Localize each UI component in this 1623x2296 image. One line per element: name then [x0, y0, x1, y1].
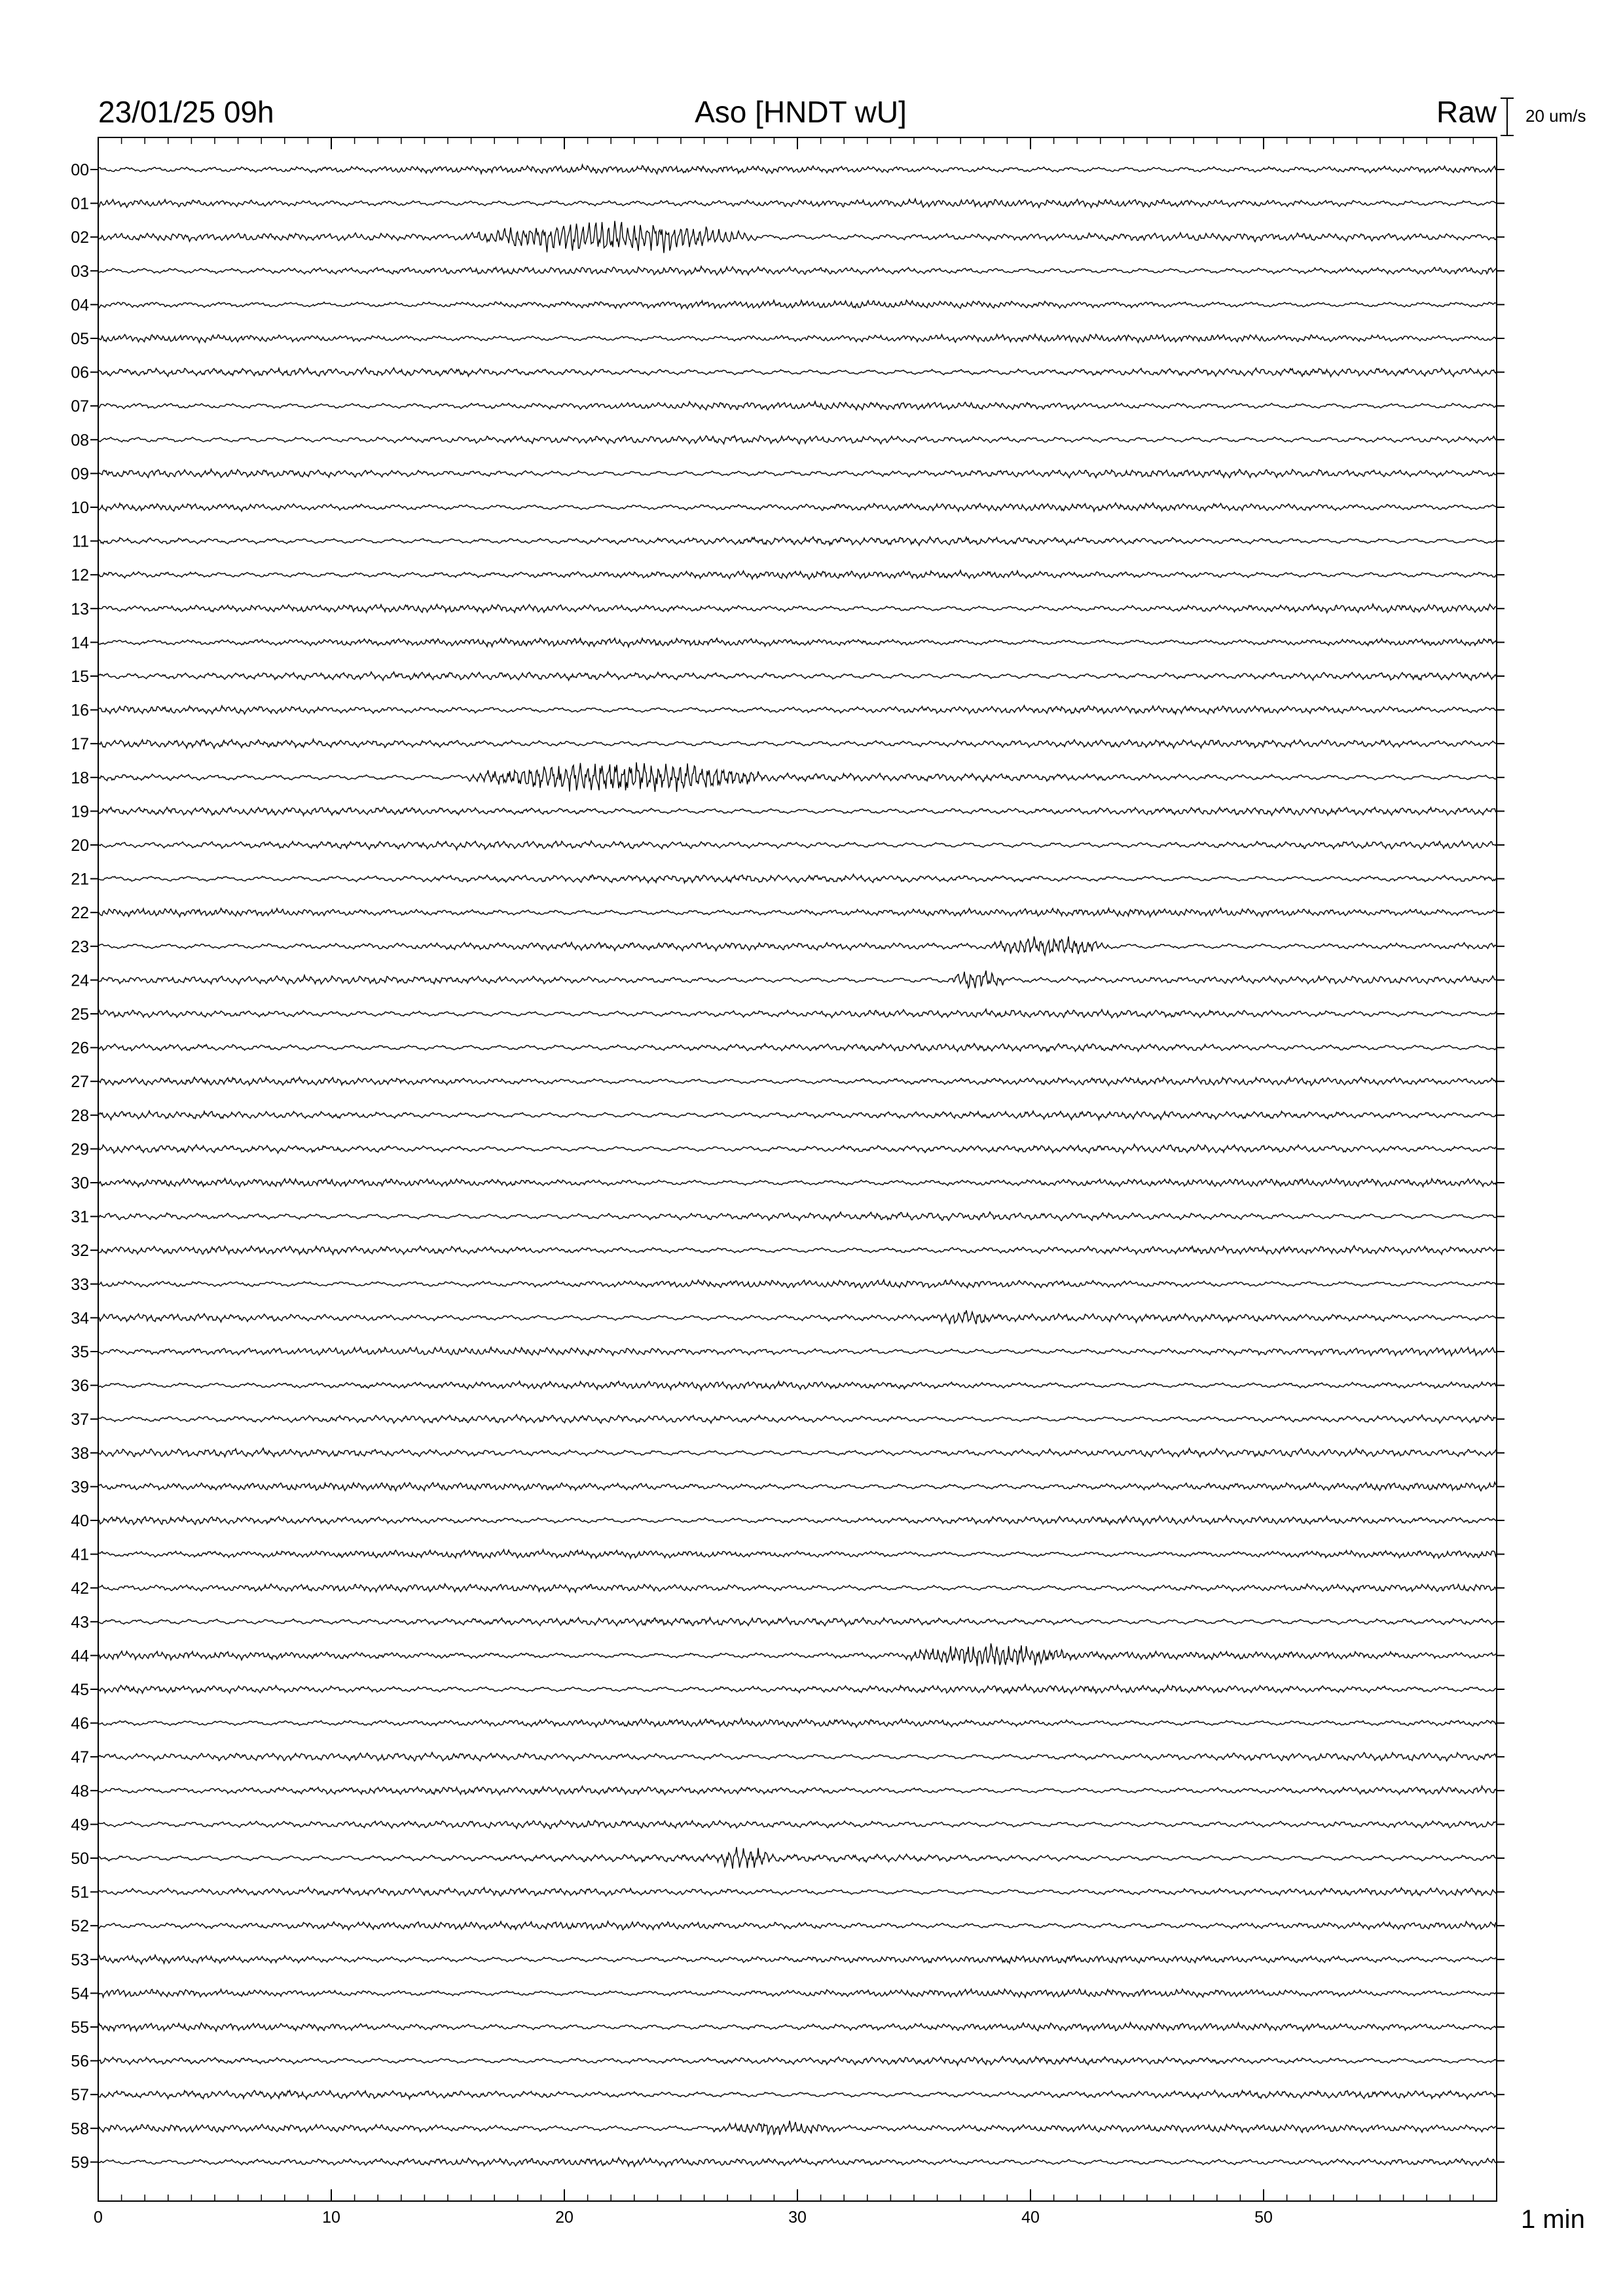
row-label: 56 — [71, 2052, 89, 2071]
row-label: 07 — [71, 397, 89, 416]
trace-line — [98, 2158, 1497, 2167]
trace-line — [98, 1347, 1497, 1355]
row-label: 18 — [71, 768, 89, 787]
trace-line — [98, 1144, 1497, 1153]
trace-line — [98, 2022, 1497, 2031]
x-tick-label: 10 — [322, 2208, 340, 2227]
row-label: 11 — [72, 532, 89, 551]
row-label: 03 — [71, 262, 89, 281]
trace-line — [98, 1009, 1497, 1018]
row-label: 30 — [71, 1174, 89, 1193]
trace-line — [98, 937, 1497, 956]
trace-line — [98, 672, 1497, 681]
row-label: 09 — [71, 465, 89, 484]
trace-line — [98, 1414, 1497, 1423]
scale-label: 20 um/s — [1525, 106, 1586, 126]
trace-line — [98, 1643, 1497, 1666]
row-label: 13 — [71, 600, 89, 619]
trace-line — [98, 221, 1497, 253]
station-title: Aso [HNDT wU] — [695, 95, 907, 129]
row-label: 36 — [71, 1376, 89, 1395]
trace-line — [98, 266, 1497, 275]
row-label: 06 — [71, 363, 89, 382]
trace-line — [98, 1617, 1497, 1626]
trace-line — [98, 1212, 1497, 1221]
trace-line — [98, 469, 1497, 478]
row-label: 51 — [71, 1883, 89, 1902]
trace-line — [98, 503, 1497, 511]
row-label: 52 — [71, 1917, 89, 1936]
row-label: 29 — [71, 1140, 89, 1159]
trace-line — [98, 807, 1497, 816]
trace-line — [98, 874, 1497, 883]
row-label: 53 — [71, 1950, 89, 1969]
trace-line — [98, 908, 1497, 916]
row-label: 35 — [71, 1343, 89, 1361]
trace-line — [98, 638, 1497, 647]
row-label: 59 — [71, 2153, 89, 2172]
row-label: 58 — [71, 2119, 89, 2138]
trace-line — [98, 1921, 1497, 1929]
row-label: 00 — [71, 161, 89, 179]
row-label: 20 — [71, 836, 89, 855]
trace-line — [98, 1246, 1497, 1255]
mode-label: Raw — [1436, 95, 1497, 129]
x-tick-label: 40 — [1021, 2208, 1040, 2227]
trace-line — [98, 1280, 1497, 1288]
trace-line — [98, 1584, 1497, 1592]
row-label: 47 — [71, 1748, 89, 1767]
trace-line — [98, 1043, 1497, 1052]
row-label: 17 — [71, 735, 89, 754]
trace-line — [98, 334, 1497, 343]
row-label: 31 — [71, 1208, 89, 1227]
trace-line — [98, 1111, 1497, 1120]
trace-line — [98, 537, 1497, 545]
trace-line — [98, 604, 1497, 613]
row-label: 39 — [71, 1478, 89, 1497]
row-label: 42 — [71, 1579, 89, 1598]
trace-line — [98, 1847, 1497, 1869]
row-label: 43 — [71, 1613, 89, 1632]
trace-line — [98, 436, 1497, 444]
trace-line — [98, 2090, 1497, 2099]
trace-line — [98, 1448, 1497, 1458]
row-label: 37 — [71, 1410, 89, 1429]
trace-line — [98, 1685, 1497, 1694]
trace-line — [98, 1820, 1497, 1829]
row-label: 45 — [71, 1681, 89, 1699]
row-label: 24 — [71, 971, 89, 990]
row-label: 34 — [71, 1309, 89, 1328]
row-label: 02 — [71, 228, 89, 247]
trace-line — [98, 1310, 1497, 1324]
trace-line — [98, 571, 1497, 579]
x-axis — [94, 137, 1497, 2227]
trace-line — [98, 971, 1497, 988]
amplitude-scale-bar — [1501, 98, 1514, 135]
row-label: 28 — [71, 1106, 89, 1125]
trace-line — [98, 1179, 1497, 1187]
row-label: 01 — [71, 194, 89, 213]
row-label: 41 — [71, 1545, 89, 1564]
trace-line — [98, 1955, 1497, 1964]
row-label: 21 — [71, 870, 89, 889]
trace-line — [98, 841, 1497, 850]
trace-line — [98, 300, 1497, 309]
trace-line — [98, 1482, 1497, 1491]
row-label: 44 — [71, 1647, 89, 1666]
row-label: 26 — [71, 1039, 89, 1058]
trace-line — [98, 739, 1497, 748]
trace-line — [98, 1550, 1497, 1559]
row-label: 22 — [71, 904, 89, 923]
trace-line — [98, 1989, 1497, 1998]
row-label: 19 — [71, 802, 89, 821]
trace-line — [98, 2121, 1497, 2135]
trace-line — [98, 1719, 1497, 1728]
row-label: 38 — [71, 1444, 89, 1463]
row-label: 12 — [71, 566, 89, 585]
row-label: 46 — [71, 1714, 89, 1733]
row-label: 25 — [71, 1005, 89, 1024]
row-label: 15 — [71, 668, 89, 686]
row-label: 49 — [71, 1816, 89, 1835]
trace-line — [98, 1516, 1497, 1525]
date-hour-label: 23/01/25 09h — [98, 95, 274, 129]
trace-line — [98, 1753, 1497, 1761]
row-label: 23 — [71, 937, 89, 956]
trace-line — [98, 706, 1497, 714]
trace-line — [98, 1888, 1497, 1896]
row-label: 50 — [71, 1850, 89, 1868]
x-axis-label: 1 min — [1521, 2205, 1585, 2234]
row-label: 16 — [71, 701, 89, 720]
row-label: 10 — [71, 499, 89, 517]
row-label: 14 — [71, 634, 89, 653]
trace-line — [98, 2056, 1497, 2066]
x-tick-label: 20 — [555, 2208, 574, 2227]
trace-line — [98, 1786, 1497, 1795]
row-label: 57 — [71, 2086, 89, 2105]
row-label: 54 — [71, 1984, 89, 2003]
traces-layer — [98, 165, 1497, 2167]
row-label: 08 — [71, 431, 89, 450]
row-label: 48 — [71, 1782, 89, 1801]
row-label: 55 — [71, 2018, 89, 2037]
row-label: 04 — [71, 296, 89, 315]
row-label: 05 — [71, 330, 89, 348]
x-tick-label: 50 — [1254, 2208, 1273, 2227]
row-label: 27 — [71, 1073, 89, 1092]
row-label: 32 — [71, 1242, 89, 1261]
trace-line — [98, 762, 1497, 792]
trace-line — [98, 368, 1497, 377]
trace-line — [98, 401, 1497, 410]
trace-line — [98, 199, 1497, 207]
x-tick-label: 30 — [788, 2208, 807, 2227]
trace-line — [98, 1077, 1497, 1086]
row-label: 33 — [71, 1275, 89, 1294]
trace-line — [98, 165, 1497, 174]
x-tick-label: 0 — [94, 2208, 103, 2227]
trace-line — [98, 1381, 1497, 1390]
row-labels-layer — [71, 161, 1504, 2172]
row-label: 40 — [71, 1512, 89, 1530]
